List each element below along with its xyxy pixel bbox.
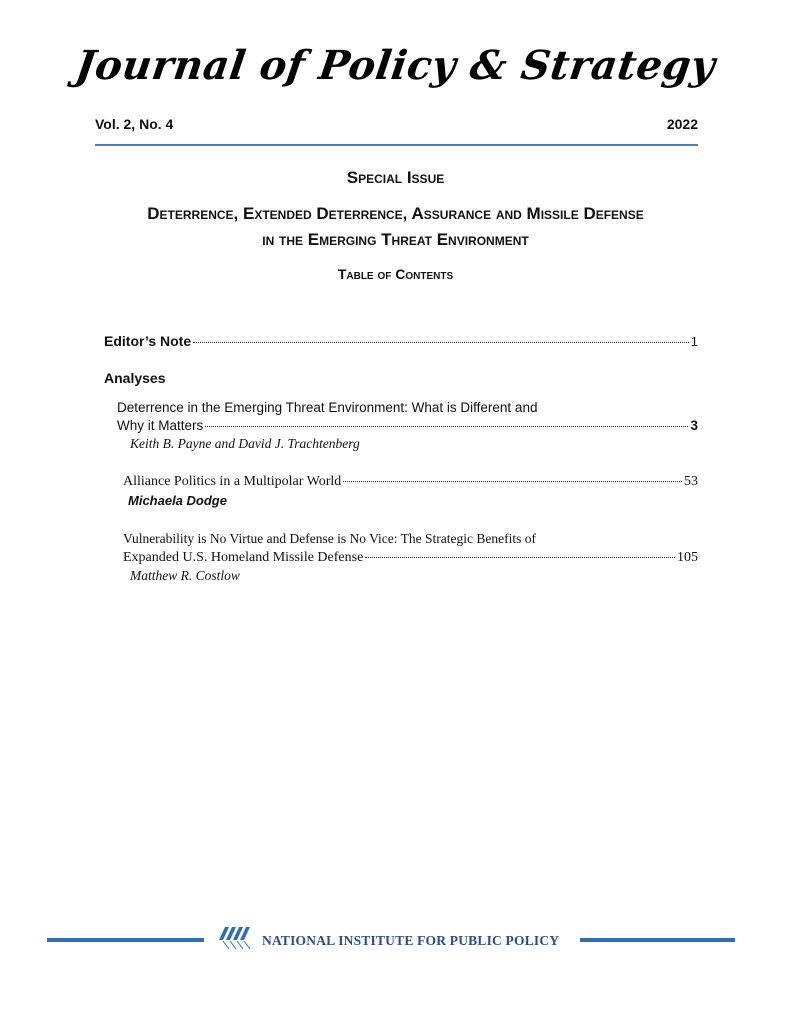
footer-rule-left xyxy=(47,938,204,942)
toc-entry-3[interactable] xyxy=(123,550,698,566)
toc-entry-editors-note[interactable] xyxy=(104,333,698,349)
toc-entry-author: Michaela Dodge xyxy=(128,493,227,508)
dot-leader xyxy=(193,342,689,343)
toc-entry-2[interactable] xyxy=(123,474,698,490)
publication-year: 2022 xyxy=(666,116,698,132)
stripes-logo-icon xyxy=(219,926,257,950)
dot-leader xyxy=(205,426,688,427)
dot-leader xyxy=(343,481,682,482)
page-number: 1 xyxy=(690,334,698,349)
toc-entry-title-line[interactable]: Vulnerability is No Virtue and Defense is No Vice: The Strategic Benefits of xyxy=(123,531,536,546)
page-number: 53 xyxy=(684,474,698,489)
section-label-analyses: Analyses xyxy=(104,370,166,386)
page-number: 3 xyxy=(690,418,698,433)
page-number: 105 xyxy=(677,550,698,565)
toc-entry-author: Matthew R. Costlow xyxy=(130,568,240,583)
toc-heading: Table of Contents xyxy=(337,266,454,282)
issue-theme-line-2: in the Emerging Threat Environment xyxy=(262,230,529,249)
toc-entry-title-line[interactable]: Deterrence in the Emerging Threat Environment: What is Different and xyxy=(117,400,538,415)
toc-entry-author: Keith B. Payne and David J. Trachtenberg xyxy=(130,436,360,451)
publisher-name: NATIONAL INSTITUTE FOR PUBLIC POLICY xyxy=(262,933,560,948)
volume-number: Vol. 2, No. 4 xyxy=(95,116,174,132)
toc-entry-title-line[interactable]: Alliance Politics in a Multipolar World xyxy=(123,474,342,489)
editors-note-label[interactable]: Editor’s Note xyxy=(104,333,192,349)
footer-rule-right xyxy=(580,938,735,942)
toc-entry-1[interactable] xyxy=(117,418,698,433)
issue-theme-line-1: Deterrence, Extended Deterrence, Assurance and Missile Defense xyxy=(147,204,644,223)
dot-leader xyxy=(365,557,675,558)
special-issue-heading: Special Issue xyxy=(346,168,445,187)
toc-entry-title-line[interactable]: Expanded U.S. Homeland Missile Defense xyxy=(123,550,364,565)
header-divider xyxy=(95,144,698,146)
toc-entry-title-line[interactable]: Why it Matters xyxy=(117,418,204,433)
journal-title: Journal of Policy & Strategy xyxy=(72,42,719,89)
